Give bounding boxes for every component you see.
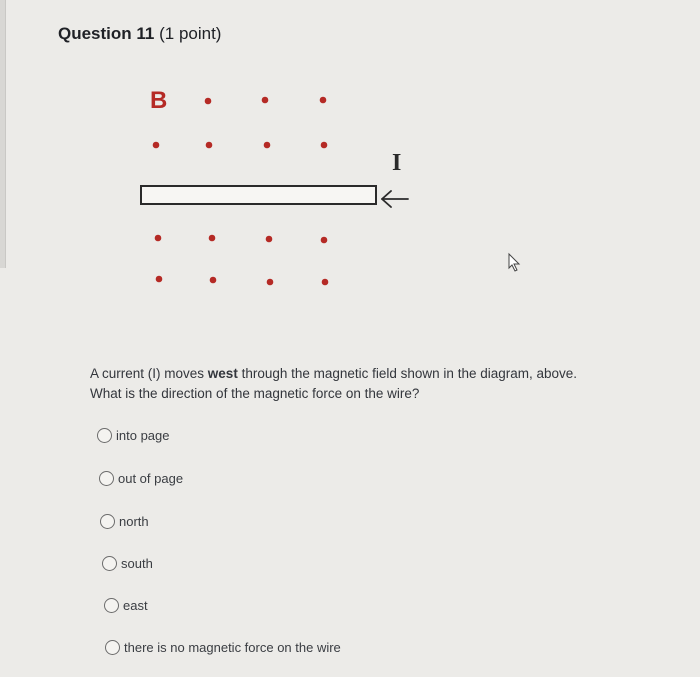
field-label-b: B bbox=[150, 87, 168, 114]
field-dot bbox=[266, 236, 273, 243]
option-label: east bbox=[123, 598, 148, 613]
field-dot bbox=[153, 142, 160, 149]
radio-button[interactable] bbox=[97, 428, 112, 443]
radio-button[interactable] bbox=[100, 514, 115, 529]
prompt-text: A current (I) moves bbox=[90, 366, 208, 381]
radio-button[interactable] bbox=[99, 471, 114, 486]
field-dot bbox=[321, 237, 328, 244]
field-dot bbox=[264, 142, 271, 149]
mouse-cursor-icon bbox=[509, 254, 519, 271]
field-dot bbox=[205, 98, 212, 105]
field-dot bbox=[206, 142, 213, 149]
option-east[interactable] bbox=[104, 598, 148, 613]
option-into-page[interactable] bbox=[97, 428, 170, 443]
radio-button[interactable] bbox=[104, 598, 119, 613]
field-dot bbox=[321, 142, 328, 149]
option-label: out of page bbox=[118, 471, 184, 486]
prompt-line-2: What is the direction of the magnetic force on the wire? bbox=[90, 386, 420, 401]
option-label: there is no magnetic force on the wire bbox=[124, 640, 341, 655]
wire bbox=[141, 186, 376, 204]
field-dot bbox=[155, 235, 162, 242]
prompt-emphasis: west bbox=[207, 366, 238, 381]
question-points: (1 point) bbox=[159, 24, 222, 43]
option-no-force[interactable] bbox=[105, 640, 341, 655]
current-label-i: I bbox=[392, 150, 402, 176]
field-dot bbox=[262, 97, 269, 104]
option-out-of-page[interactable] bbox=[99, 471, 183, 486]
prompt-line-1 bbox=[90, 364, 650, 384]
radio-button[interactable] bbox=[105, 640, 120, 655]
option-label: into page bbox=[116, 428, 170, 443]
field-dot bbox=[267, 279, 274, 286]
field-dot bbox=[320, 97, 327, 104]
option-north[interactable] bbox=[100, 514, 149, 529]
field-dot bbox=[210, 277, 217, 284]
field-dot bbox=[209, 235, 216, 242]
radio-button[interactable] bbox=[102, 556, 117, 571]
option-south[interactable] bbox=[102, 556, 153, 571]
field-dot bbox=[156, 276, 163, 283]
option-label: south bbox=[121, 556, 153, 571]
field-dot bbox=[322, 279, 329, 286]
left-arrow-icon bbox=[382, 191, 408, 207]
question-number: Question 11 bbox=[58, 24, 155, 43]
option-label: north bbox=[119, 514, 149, 529]
prompt-text: through the magnetic field shown in the diagram, above. bbox=[237, 366, 578, 381]
question-prompt bbox=[90, 364, 650, 404]
